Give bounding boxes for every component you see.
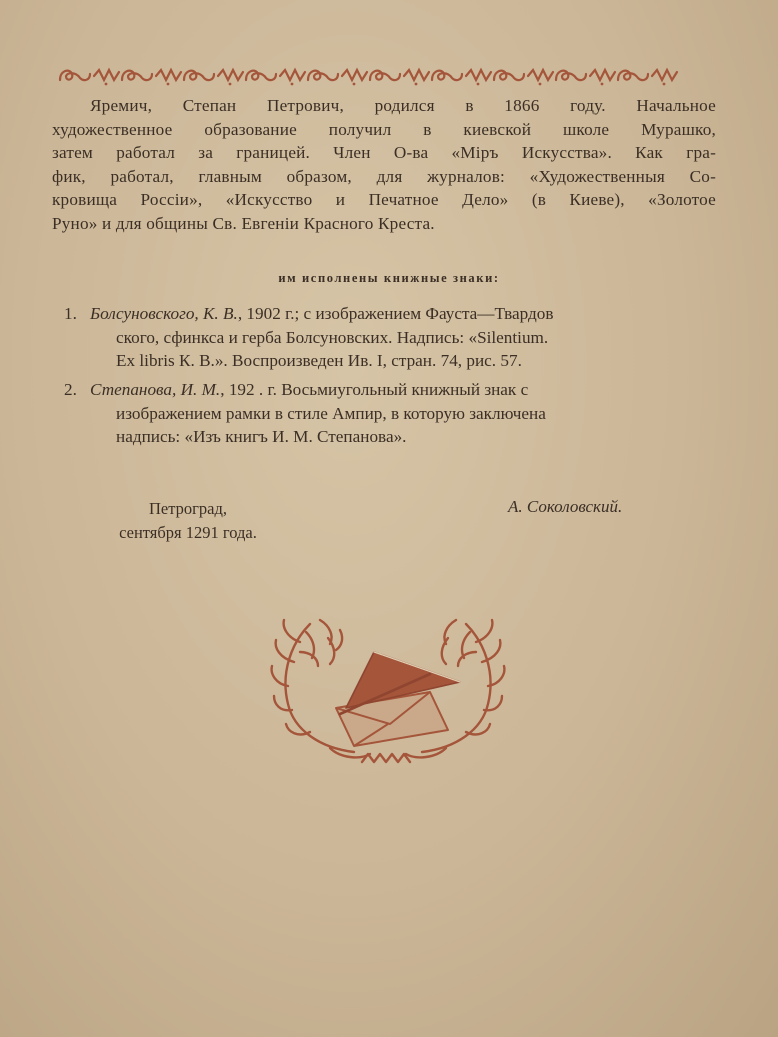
bookplate-entry (64, 302, 682, 373)
entry-text: , 192 . г. Восьмиугольный книжный знак с (220, 380, 529, 399)
entry-owner: Степанова, И. М. (90, 380, 221, 399)
bio-line: Руно» и для общины Св. Евгеніи Красного Креста. (52, 213, 435, 233)
entry-number: 1. (64, 304, 77, 323)
place-and-date (98, 497, 278, 545)
bio-line: кровища Россіи», «Искусство и Печатное Дело» (в Киеве), «Золотое (52, 190, 716, 209)
entry-text: ского, сфинкса и герба Болсуновских. Надпись: «Silentium. (116, 327, 549, 347)
entry-text: изображением рамки в стиле Ампир, в которую заключена (116, 403, 546, 423)
date: сентября 1291 года. (119, 523, 257, 542)
bio-line: затем работал за границей. Член О-ва «Міръ Искусства». Как гра- (52, 143, 716, 162)
author-signature: А. Соколовский. (508, 497, 623, 516)
bio-line: художественное образование получил в киевской школе Мурашко, (52, 119, 716, 139)
entry-text: , 1902 г.; с изображением Фауста—Твардов (237, 304, 554, 323)
entry-number: 2. (64, 380, 77, 399)
entry-owner: Болсуновского, К. В. (90, 304, 238, 323)
bio-line: Яремич, Степан Петрович, родился в 1866 году. Начальное (90, 96, 716, 115)
ornamental-border-icon (56, 62, 690, 88)
entry-text: надпись: «Изъ книгъ И. М. Степанова». (116, 427, 407, 446)
bookplates-heading: им исполнены книжные знаки: (278, 271, 500, 285)
envelope-quill-vignette-icon (270, 612, 506, 772)
biography-paragraph (52, 94, 716, 235)
bookplate-entry (64, 378, 682, 449)
bio-line: фик, работал, главным образом, для журналов: «Художественныя Со- (52, 166, 716, 186)
place: Петроград, (148, 499, 227, 518)
entry-text: Ex libris К. В.». Воспроизведен Ив. I, стран. 74, рис. 57. (116, 351, 522, 370)
